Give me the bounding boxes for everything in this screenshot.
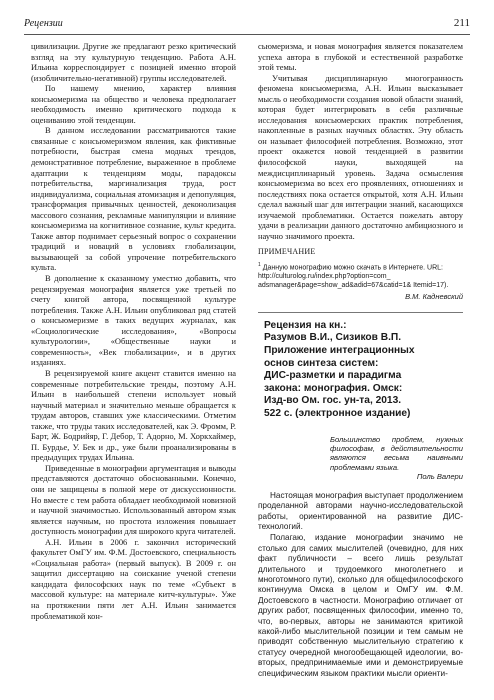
paragraph: Приведенные в монографии аргументация и выводы представляются достаточно обоснованными. Конечно, они не защищены в полной мере от дискуссионности. Но вместе с тем работа обладает необходимой новизной и научной значимостью. Использованный автором язык является научным, но простота изложения повышает доступность монографии для широкого круга читателей. [31, 462, 236, 537]
review-title-line: закона: монография. Омск: [264, 382, 403, 394]
review-title-line: основ синтеза систем: [264, 357, 379, 369]
footnote-mark: 1 [258, 261, 261, 268]
paragraph: Полагаю, издание монографии значимо не столько для самих мыслителей (очевидно, для них факт публичности – всего лишь результат длительного и трудоемкого многолетнего и многотомного пути), сколько для общефилософского континуума Омска в целом и ОмГУ им. Ф.М. Достоевского в частности. Монографию отличает от других работ, посвященных философии, именно то, что, во-первых, авторы не занимаются критикой какой-либо мыслительной позиции и тем самым не приводят собственную мыслительную стратегию к статусу очередной многообещающей идеологии, во-вторых, предпринимаемые ими и демонстрируемые специфическим языком практики мысли ориенти- [258, 533, 463, 678]
review-signature: В.М. Кадневский [405, 292, 463, 302]
paragraph: Настоящая монография выступает продолжением проделанной авторами научно-исследовательской работы, ориентированной на развитие ДИС-технологий. [258, 490, 463, 531]
footnote-text: Данную монографию можно скачать в Интернете. URL: http://culturolog.ru/index.php?option=com_ adsmanager&page=show_ad&adid=67&catid=1& Itemid=17). [258, 264, 449, 290]
left-column [31, 41, 236, 621]
right-column [258, 41, 463, 680]
review-title-line: Изд-во Ом. гос. ун-та, 2013. [264, 395, 402, 407]
review-title-line: Приложение интеграционных [264, 345, 415, 356]
review-body [258, 491, 463, 679]
epigraph: Большинство проблем, нужных философам, в действительности являются весьма наивными проблемами языка. [330, 434, 463, 472]
paragraph: В рецензируемой книге акцент ставится именно на современные потребительские тренды, поэтому А.Н. Ильин в наибольшей степени использует новый научный материал и значительно меньше обращается к трудам авторов, ставших уже классическими. Отметим также, что труды таких исследователей, как Э. Фромм, Р. Барт, Ж. Бодрийяр, Г. Дебор, Т. Адорно, М. Хоркхаймер, П. Бурдье, У. Бек и др., уже были проанализированы в предыдущих трудах Ильина. [31, 367, 236, 463]
paragraph: В данном исследовании рассматриваются такие связанные с консьюмеризмом явления, как фиктивные потребности, быстрая смена модных трендов, демонстративное потребление, выраженное в проблеме адаптации к тенденциям моды, парадоксы потребительства, маргинализация труда, рост индивидуализма, социальная атомизация и депопуляция, трансформация привычных ценностей, деконолизация массового сознания, рекламные манипуляции и влияние консьюмеризма на когнитивное сознание, культ кредита. Также автор поднимает серьезный вопрос о сохранении традиций и новаций в условиях глобализации, вызывающей за собой упрочение потребительского культа. [31, 125, 236, 273]
footnote [258, 261, 463, 290]
epigraph-author: Поль Валери [416, 472, 463, 482]
review-title-line: ДИС-разметки и парадигма [264, 370, 402, 382]
review-title-line: Рецензия на кн.: [264, 319, 347, 331]
review-title [264, 320, 463, 421]
paragraph: В дополнение к сказанному уместно добавить, что рецензируемая монография является уже третьей по счету книгой автора, посвященной культуре потребления. Также А.Н. Ильин опубликовал ряд статей о консьюмеризме в таких ведущих журналах, как «Социологические исследования», «Вопросы культурологии», «Общественные науки и современность», «Век глобализации», и в других изданиях. [31, 273, 236, 368]
paragraph: Учитывая дисциплинарную многогранность феномена консьюмеризма, А.Н. Ильин высказывает мысль о необходимости создания новой области знаний, которая будет интегрировать в себя различные исследования консьюмерских практик потребления, накопленные в разных научных областях. Эту область он называет философией потребления. Возможно, этот проект окажется новой тенденцией в развитии философской науки, выходящей на междисциплинарный уровень. Задача осмысления консьюмеризма во всех его проявлениях, отношениях и последствиях пока остается открытой, хотя А.Н. Ильин сделал важный шаг для интеграции знаний, касающихся изучаемой проблематики. Остается пожелать автору удачи в реализации данного достаточно амбициозного и научно значимого проекта. [258, 72, 463, 241]
section-divider [258, 312, 463, 313]
paragraph: А.Н. Ильин в 2006 г. закончил исторический факультет ОмГУ им. Ф.М. Достоевского, специальность «Социальная работа» (первый выпуск). В 2009 г. он защитил диссертацию на соискание ученой степени кандидата философских наук по теме «Субъект в массовой культуре: на материале китч-культуры». Уже на протяжении пяти лет А.Н. Ильин занимается проблематикой кон- [31, 536, 236, 621]
notes-heading: ПРИМЕЧАНИЕ [258, 247, 316, 257]
section-title: Рецензии [24, 18, 63, 29]
page-number: 211 [453, 17, 470, 29]
paragraph: цивилизации. Другие же предлагают резко критический взгляд на эту культурную тенденцию. Работа А.Н. Ильина корреспондирует с позицией именно второй (изобличительно-негативной) группы исследователей. [31, 41, 236, 83]
paragraph: сьюмеризма, и новая монография является показателем успеха автора в глубокой и естественной разработке этой темы. [258, 41, 463, 73]
review-title-line: Разумов В.И., Сизиков В.П. [264, 332, 402, 344]
review-title-line: 522 с. (электронное издание) [264, 407, 411, 419]
running-header [24, 16, 470, 35]
paragraph: По нашему мнению, характер влияния консьюмеризма на общество и человека предполагает необходимость именно критического подхода к оцениванию этой тенденции. [31, 83, 236, 125]
